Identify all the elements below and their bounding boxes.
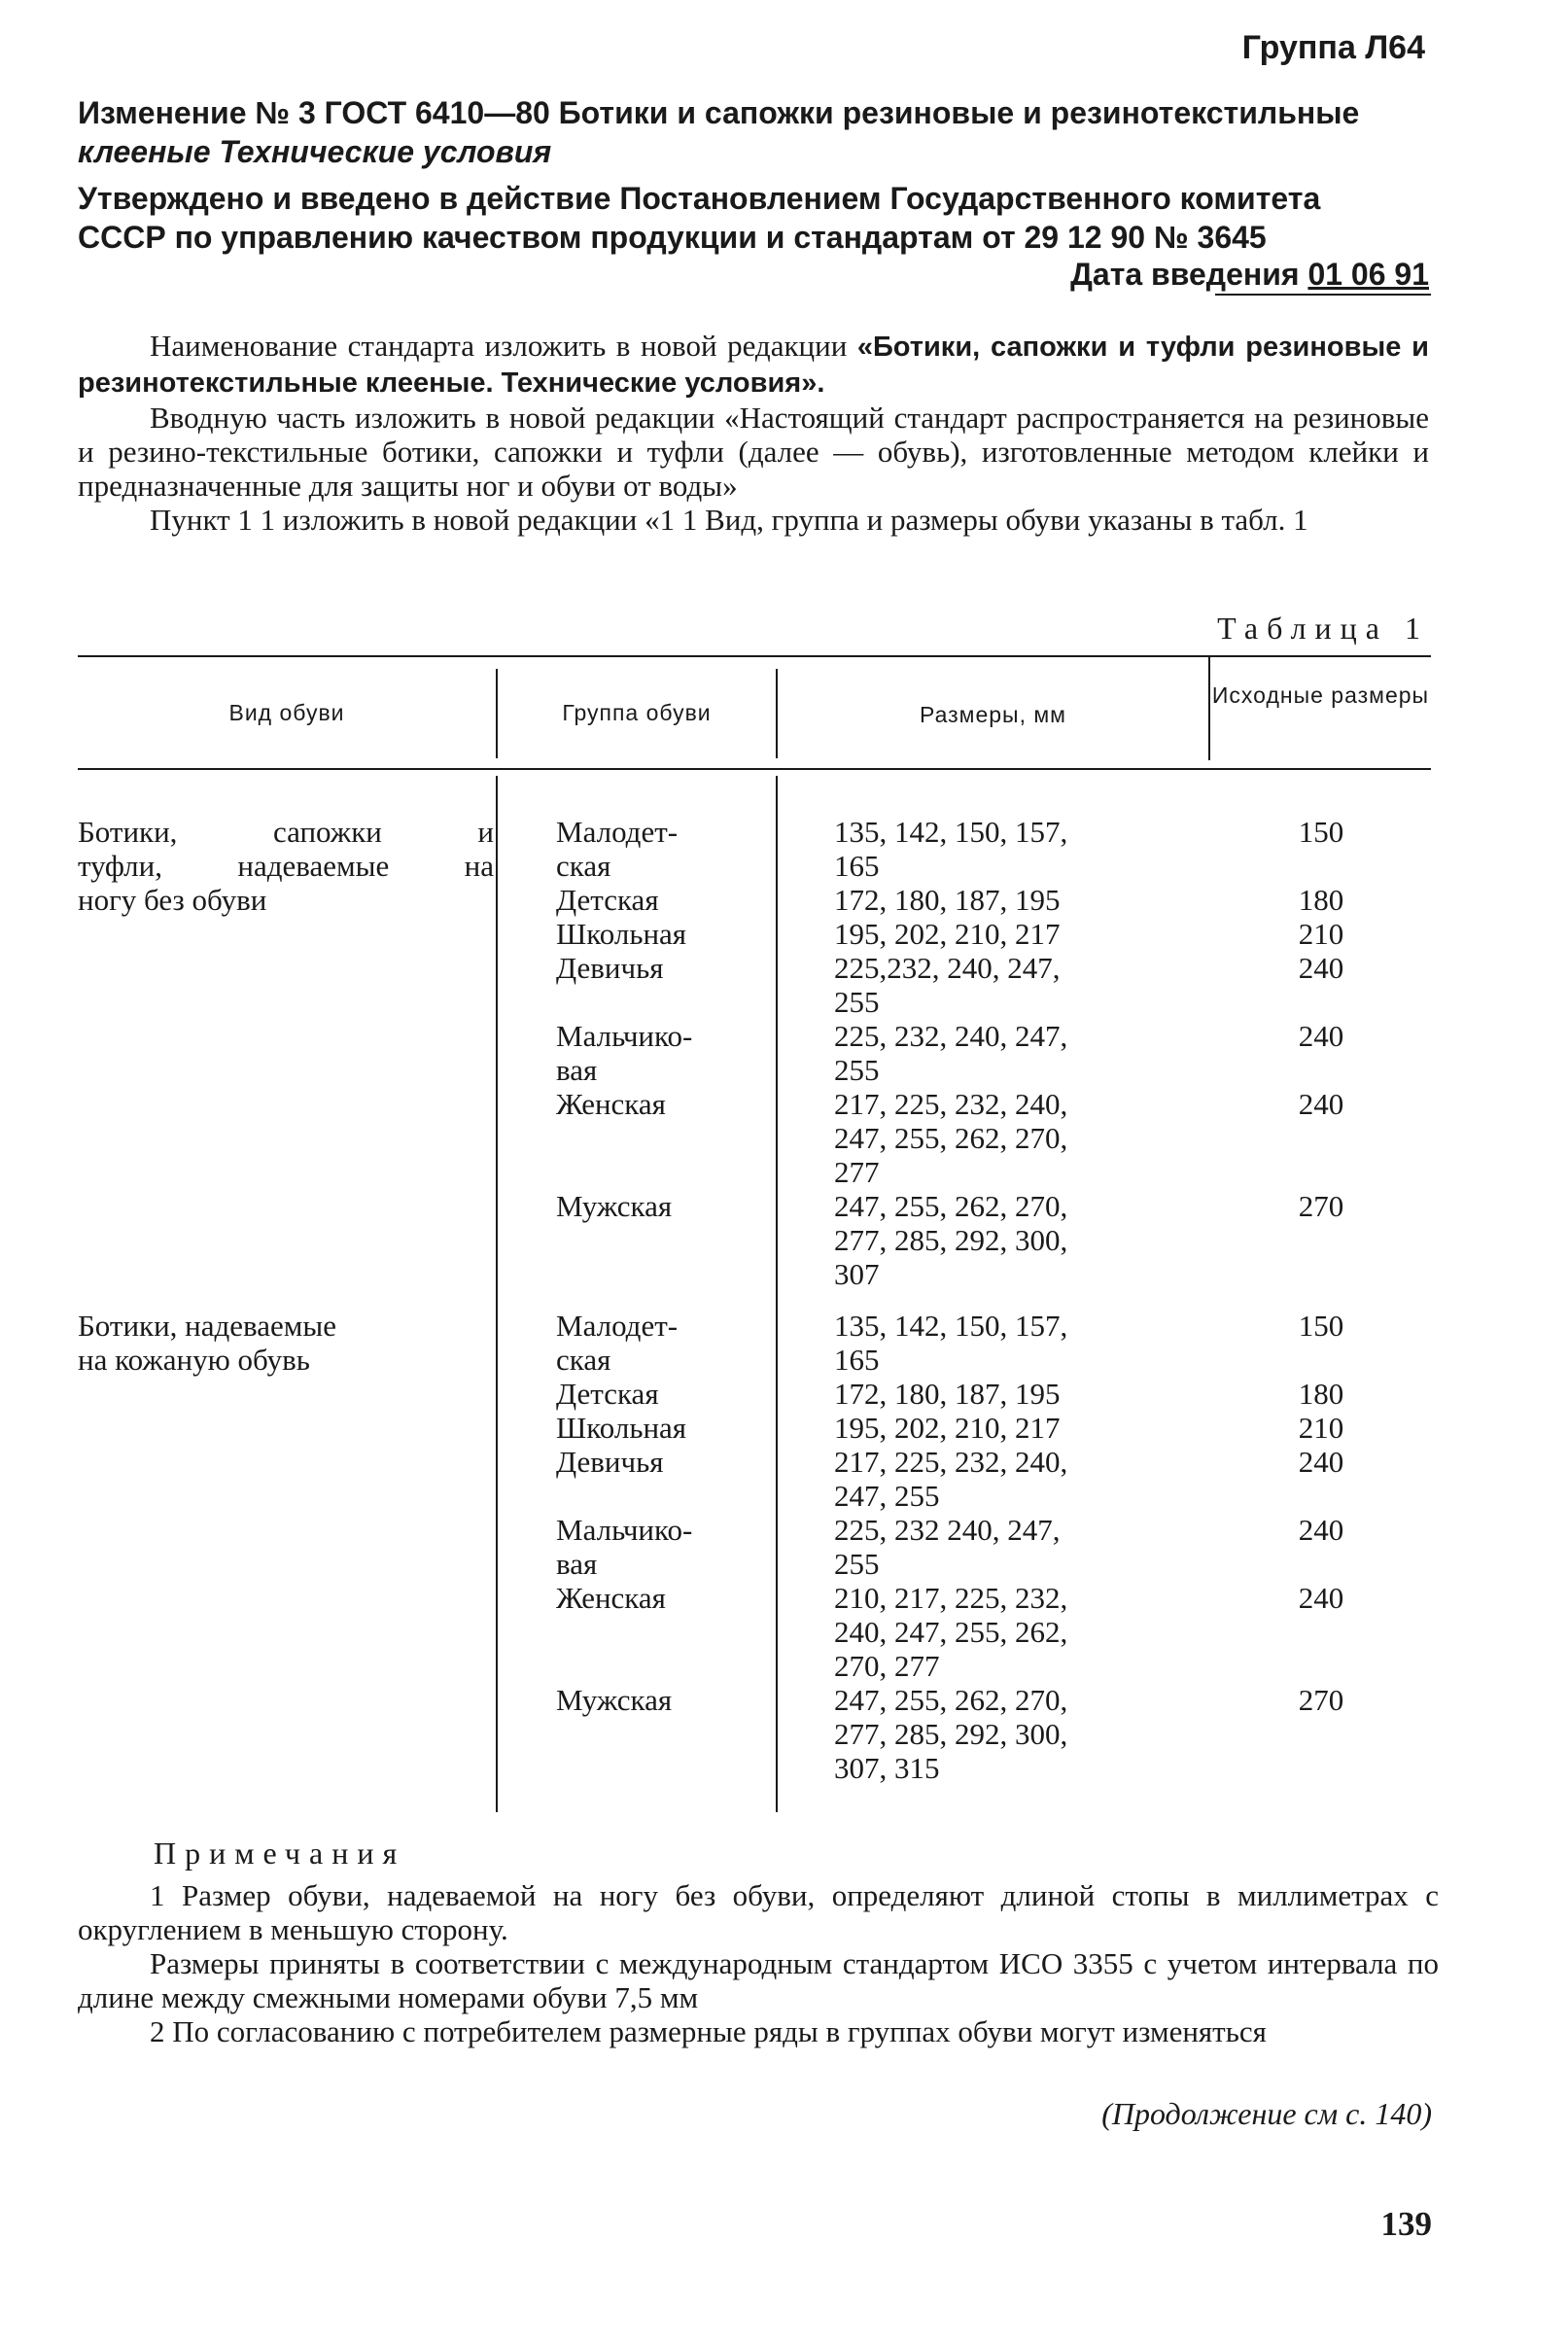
note-1: 1 Размер обуви, надеваемой на ногу без обуви, определяют длиной стопы в миллиметрах с округлением в меньшую сторону. [78, 1878, 1439, 1946]
approval-line-2: СССР по управлению качеством продукции и стандартам от 29 12 90 № 3645 [78, 220, 1267, 255]
base-size: 240 [1298, 1513, 1344, 1547]
change-subtitle: клееные Технические условия [78, 134, 552, 169]
size-list: 225, 232 240, 247, 255 [834, 1513, 1061, 1581]
base-size: 150 [1298, 1309, 1344, 1343]
page-number: 139 [1380, 2205, 1432, 2243]
size-list: 172, 180, 187, 195 [834, 1377, 1061, 1411]
footwear-kind [78, 815, 494, 917]
footwear-kind [78, 1309, 494, 1377]
base-size: 210 [1298, 1411, 1344, 1445]
size-list: 210, 217, 225, 232, 240, 247, 255, 262, 270, 277 [834, 1581, 1068, 1683]
base-size: 180 [1298, 1377, 1344, 1411]
new-title-text: «Ботики, сапожки и туфли резиновые и резинотекстильные клееные. Технические условия». [78, 332, 1429, 399]
table-top-rule [78, 655, 1431, 657]
date-underline-rule [1215, 294, 1431, 296]
size-list: 225, 232, 240, 247, 255 [834, 1019, 1068, 1087]
header-group: Группа обуви [562, 700, 712, 725]
header-base-size: Исходные размеры [1211, 682, 1430, 708]
change-title [78, 93, 1429, 171]
paragraph-intro-change: Вводную часть изложить в новой редакции «Настоящий стандарт распространяется на резиновые и резино-текстильные ботики, сапожки и туфли (далее — обувь), изготовленные методом клейки и предназначенные для защиты ног и обуви от воды» [78, 401, 1429, 503]
footwear-group: Детская [556, 883, 659, 917]
base-size: 240 [1298, 1019, 1344, 1053]
footwear-group: Малодет- ская [556, 1309, 679, 1377]
notes-title: Примечания [154, 1836, 406, 1871]
footwear-group: Малодет- ская [556, 815, 679, 883]
table-caption: Таблица 1 [1217, 611, 1429, 646]
base-size: 270 [1298, 1189, 1344, 1223]
size-list: 247, 255, 262, 270, 277, 285, 292, 300, 307, 315 [834, 1683, 1068, 1785]
footwear-kind-line: туфли, надеваемые на [78, 849, 494, 883]
footwear-kind-line: Ботики, надеваемые [78, 1309, 337, 1343]
footwear-group: Женская [556, 1087, 666, 1121]
note-2: 2 По согласованию с потребителем размерные ряды в группах обуви могут изменяться [150, 2014, 1267, 2048]
base-size: 240 [1298, 1087, 1344, 1121]
header-kind: Вид обуви [228, 700, 345, 725]
date-value: 01 06 91 [1307, 257, 1429, 292]
group-code: Группа Л64 [1241, 29, 1425, 66]
header-sizes: Размеры, мм [920, 702, 1066, 727]
note-1-continued: Размеры приняты в соответствии с международным стандартом ИСО 3355 с учетом интервала по длине между смежными номерами обуви 7,5 мм [78, 1946, 1439, 2014]
size-list: 217, 225, 232, 240, 247, 255 [834, 1445, 1068, 1513]
size-list: 225,232, 240, 247, 255 [834, 951, 1061, 1019]
size-list: 135, 142, 150, 157, 165 [834, 1309, 1068, 1377]
size-list: 135, 142, 150, 157, 165 [834, 815, 1068, 883]
footwear-group: Школьная [556, 1411, 687, 1445]
size-list: 195, 202, 210, 217 [834, 917, 1061, 951]
footwear-kind-line: ногу без обуви [78, 883, 267, 917]
continuation-note: (Продолжение см с. 140) [1101, 2096, 1432, 2131]
base-size: 150 [1298, 815, 1344, 849]
body-text [78, 329, 1429, 537]
base-size: 210 [1298, 917, 1344, 951]
footwear-group: Мальчико- вая [556, 1019, 693, 1087]
notes [78, 1878, 1439, 2048]
column-divider [776, 776, 778, 1812]
column-divider [496, 776, 498, 1812]
footwear-group: Мужская [556, 1683, 673, 1717]
footwear-group: Мальчико- вая [556, 1513, 693, 1581]
size-list: 247, 255, 262, 270, 277, 285, 292, 300, 307 [834, 1189, 1068, 1291]
approval-line-1: Утверждено и введено в действие Постановлением Государственного комитета [78, 181, 1321, 216]
footwear-kind-line: Ботики, сапожки и [78, 815, 494, 849]
paragraph-1-text: Наименование стандарта изложить в новой редакции [150, 329, 857, 363]
paragraph-clause-change: Пункт 1 1 изложить в новой редакции «1 1 Вид, группа и размеры обуви указаны в табл. 1 [150, 503, 1308, 537]
base-size: 240 [1298, 951, 1344, 985]
size-list: 195, 202, 210, 217 [834, 1411, 1061, 1445]
footwear-group: Школьная [556, 917, 687, 951]
approval-statement [78, 179, 1429, 257]
footwear-group: Детская [556, 1377, 659, 1411]
table-header-rule [78, 768, 1431, 770]
effective-date [1070, 257, 1429, 293]
size-list: 217, 225, 232, 240, 247, 255, 262, 270, 277 [834, 1087, 1068, 1189]
size-list: 172, 180, 187, 195 [834, 883, 1061, 917]
footwear-kind-line: на кожаную обувь [78, 1343, 310, 1377]
date-label: Дата введения [1070, 257, 1300, 292]
base-size: 270 [1298, 1683, 1344, 1717]
base-size: 240 [1298, 1581, 1344, 1615]
footwear-group: Женская [556, 1581, 666, 1615]
footwear-group: Мужская [556, 1189, 673, 1223]
paragraph-title-change [78, 329, 1429, 401]
change-title-line: Изменение № 3 ГОСТ 6410—80 Ботики и сапожки резиновые и резинотекстильные [78, 95, 1360, 130]
base-size: 240 [1298, 1445, 1344, 1479]
footwear-group: Девичья [556, 951, 664, 985]
footwear-group: Девичья [556, 1445, 664, 1479]
base-size: 180 [1298, 883, 1344, 917]
